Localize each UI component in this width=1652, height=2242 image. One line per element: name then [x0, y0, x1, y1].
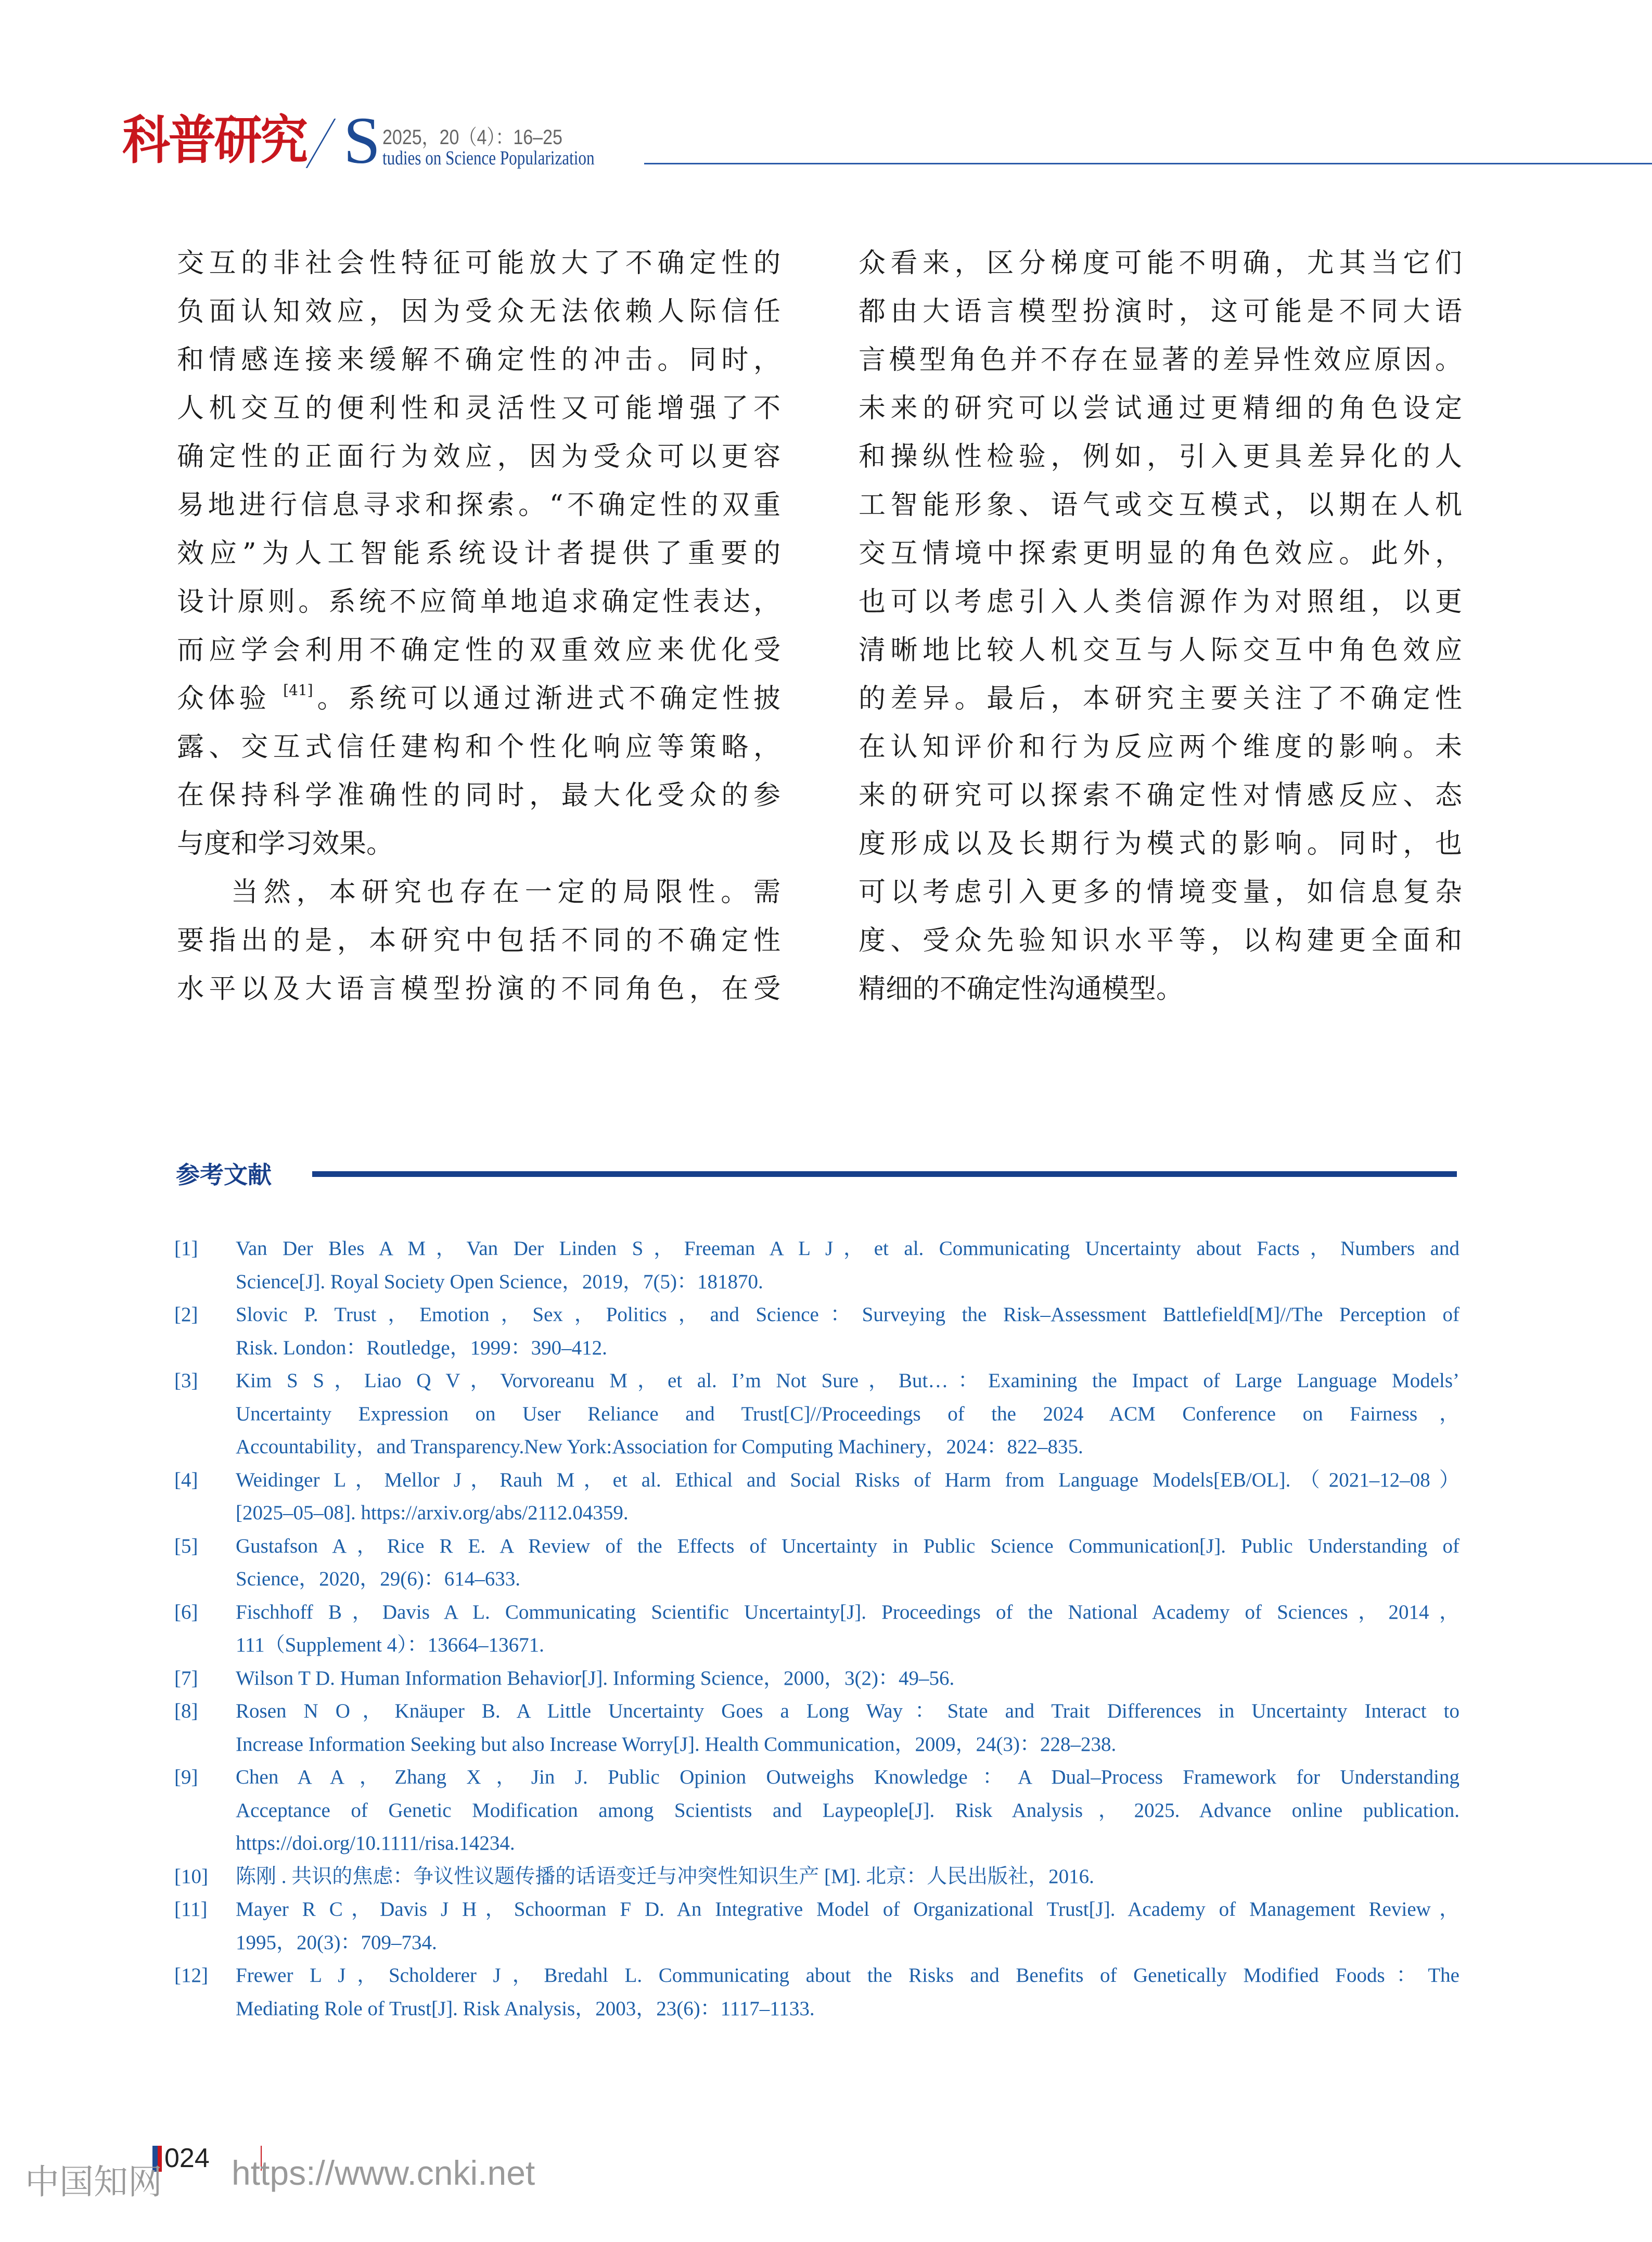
watermark-cnki-url[interactable]: https://www.cnki.net [232, 2154, 535, 2192]
body-line: 精细的不确定性沟通模型。 [859, 973, 1184, 1005]
reference-item [174, 1893, 1459, 1959]
reference-number: [3] [174, 1369, 198, 1392]
header-rule [644, 163, 1652, 164]
body-line: 都由大语言模型扮演时，这可能是不同大语 [859, 296, 1462, 327]
reference-line: Slovic P. Trust，Emotion，Sex，Politics，and Science：Surveying the Risk–Assessment Battlefield[M]//The Perception of [236, 1303, 1459, 1326]
reference-line: Rosen N O，Knäuper B. A Little Uncertainty Goes a Long Way：State and Trait Differences in Uncertainty Interact to [236, 1700, 1459, 1722]
reference-item [174, 1530, 1459, 1596]
body-line: 工智能形象、语气或交互模式，以期在人机 [859, 490, 1462, 521]
references-heading: 参考文献 [176, 1161, 272, 1189]
body-line: 交互的非社会性特征可能放大了不确定性的 [177, 248, 780, 279]
logo-slash-divider [306, 119, 336, 168]
reference-number: [8] [174, 1700, 198, 1722]
reference-text [236, 1761, 1459, 1860]
body-column-left [177, 239, 780, 1014]
reference-number: [10] [174, 1865, 208, 1888]
reference-line: Wilson T D. Human Information Behavior[J]. Informing Science，2000，3(2)：49–56. [236, 1667, 955, 1689]
reference-line: 陈刚 . 共识的焦虑：争议性议题传播的话语变迁与冲突性知识生产 [M]. 北京：人民出版社，2016. [236, 1865, 1094, 1888]
text: 。系统可以通过渐进式不确定性披 [313, 683, 780, 714]
reference-text [236, 1893, 1459, 1959]
reference-line: Uncertainty Expression on User Reliance and Trust[C]//Proceedings of the 2024 ACM Conference on Fairness， [236, 1402, 1459, 1425]
reference-line: [2025–05–08]. https://arxiv.org/abs/2112.04359. [236, 1502, 629, 1524]
reference-line: Gustafson A，Rice R E. A Review of the Effects of Uncertainty in Public Science Communication[J]. Public Understanding of [236, 1534, 1459, 1557]
reference-line: Science[J]. Royal Society Open Science，2019，7(5)：181870. [236, 1270, 763, 1293]
reference-item [174, 1232, 1459, 1298]
body-line: 设计原则。系统不应简单地追求确定性表达， [177, 586, 780, 618]
body-line: 露、交互式信任建构和个性化响应等策略， [177, 732, 780, 763]
body-column-right [859, 239, 1462, 1014]
body-line: 的差异。最后，本研究主要关注了不确定性 [859, 683, 1462, 714]
reference-line: 1995，20(3)：709–734. [236, 1931, 437, 1954]
journal-title-en: tudies on Science Popularization [382, 147, 595, 169]
reference-text [236, 1530, 1459, 1596]
body-line: 负面认知效应，因为受众无法依赖人际信任 [177, 296, 780, 327]
body-line: 众看来，区分梯度可能不明确，尤其当它们 [859, 248, 1462, 279]
reference-line: Science，2020，29(6)：614–633. [236, 1568, 520, 1590]
body-line: 效应”为人工智能系统设计者提供了重要的 [177, 538, 780, 569]
reference-number: [9] [174, 1766, 198, 1788]
reference-text [236, 1298, 1459, 1364]
reference-item [174, 1761, 1459, 1860]
citation-link[interactable]: [41] [283, 682, 313, 699]
reference-text [236, 1959, 1459, 2025]
body-line: 在认知评价和行为反应两个维度的影响。未 [859, 732, 1462, 763]
reference-item [174, 1596, 1459, 1662]
body-line: 易地进行信息寻求和探索。“不确定性的双重 [177, 490, 780, 521]
reference-text [236, 1232, 1459, 1298]
body-line: 确定性的正面行为效应，因为受众可以更容 [177, 441, 780, 472]
body-line: 未来的研究可以尝试通过更精细的角色设定 [859, 393, 1462, 424]
reference-number: [12] [174, 1964, 208, 1987]
issue-info: 2025，20（4）：16–25 [382, 126, 562, 149]
reference-line: Chen A A，Zhang X，Jin J. Public Opinion Outweighs Knowledge：A Dual–Process Framework for Understanding [236, 1766, 1459, 1788]
references-rule [312, 1171, 1457, 1177]
journal-logo-cn: 科普研究 [122, 110, 306, 171]
reference-line: Acceptance of Genetic Modification among Scientists and Laypeople[J]. Risk Analysis，2025. Advance online publication. [236, 1799, 1459, 1822]
reference-line: Increase Information Seeking but also Increase Worry[J]. Health Communication，2009，24(3)：228–238. [236, 1733, 1117, 1756]
page-number: 024 [164, 2143, 210, 2173]
reference-line: Mayer R C，Davis J H，Schoorman F D. An Integrative Model of Organizational Trust[J]. Academy of Management Review， [236, 1898, 1459, 1920]
body-line: 和情感连接来缓解不确定性的冲击。同时， [177, 344, 780, 376]
reference-line: Fischhoff B，Davis A L. Communicating Scientific Uncertainty[J]. Proceedings of the National Academy of Sciences，2014， [236, 1600, 1459, 1623]
body-line: 清晰地比较人机交互与人际交互中角色效应 [859, 635, 1462, 666]
body-line: 度、受众先验知识水平等，以构建更全面和 [859, 925, 1462, 956]
reference-number: [2] [174, 1303, 198, 1326]
reference-text [236, 1695, 1459, 1761]
reference-line: https://doi.org/10.1111/risa.14234. [236, 1832, 515, 1854]
body-line: 也可以考虑引入人类信源作为对照组，以更 [859, 586, 1462, 618]
watermark-cnki-cn: 中国知网 [25, 2162, 162, 2202]
body-line: 与度和学习效果。 [177, 828, 394, 860]
reference-text [236, 1364, 1459, 1464]
reference-text [236, 1464, 1459, 1530]
body-line: 水平以及大语言模型扮演的不同角色，在受 [177, 973, 780, 1005]
reference-item [174, 1464, 1459, 1530]
reference-item [174, 1860, 1459, 1893]
reference-line: Weidinger L，Mellor J，Rauh M，et al. Ethical and Social Risks of Harm from Language Models[EB/OL].（2021–12–08） [236, 1468, 1459, 1491]
reference-number: [1] [174, 1237, 198, 1260]
body-line: 人机交互的便利性和灵活性又可能增强了不 [177, 393, 780, 424]
reference-item [174, 1959, 1459, 2025]
text: 众体验 [177, 683, 271, 714]
body-line: 度形成以及长期行为模式的影响。同时，也 [859, 828, 1462, 860]
reference-line: Kim S S，Liao Q V，Vorvoreanu M，et al. I’m Not Sure，But…：Examining the Impact of Large Language Models’ [236, 1369, 1459, 1392]
reference-number: [6] [174, 1600, 198, 1623]
body-line: 在保持科学准确性的同时，最大化受众的参 [177, 780, 780, 811]
reference-line: Accountability，and Transparency.New York:Association for Computing Machinery，2024：822–835. [236, 1436, 1083, 1458]
body-line: 和操纵性检验，例如，引入更具差异化的人 [859, 441, 1462, 472]
reference-number: [5] [174, 1534, 198, 1557]
reference-item [174, 1298, 1459, 1364]
reference-text [236, 1596, 1459, 1662]
reference-line: Risk. London：Routledge，1999：390–412. [236, 1336, 607, 1359]
reference-line: Frewer L J，Scholderer J，Bredahl L. Communicating about the Risks and Benefits of Genetically Modified Foods：The [236, 1964, 1459, 1987]
reference-text [236, 1662, 1459, 1695]
body-line: 交互情境中探索更明显的角色效应。此外， [859, 538, 1462, 569]
reference-text [236, 1860, 1459, 1893]
reference-number: [7] [174, 1667, 198, 1689]
reference-line: Mediating Role of Trust[J]. Risk Analysis，2003，23(6)：1117–1133. [236, 1997, 815, 2020]
reference-item [174, 1695, 1459, 1761]
reference-line: 111（Supplement 4）：13664–13671. [236, 1634, 544, 1656]
body-line: 要指出的是，本研究中包括不同的不确定性 [177, 925, 780, 956]
journal-logo-initial: S [343, 104, 381, 177]
body-line-with-citation [177, 675, 780, 723]
reference-item [174, 1364, 1459, 1464]
body-line: 当然，本研究也存在一定的局限性。需 [231, 877, 780, 908]
body-line: 而应学会利用不确定性的双重效应来优化受 [177, 635, 780, 666]
reference-number: [11] [174, 1898, 208, 1920]
reference-item [174, 1662, 1459, 1695]
reference-number: [4] [174, 1468, 198, 1491]
body-line: 可以考虑引入更多的情境变量，如信息复杂 [859, 877, 1462, 908]
reference-line: Van Der Bles A M，Van Der Linden S，Freeman A L J，et al. Communicating Uncertainty about Facts，Numbers and [236, 1237, 1459, 1260]
body-line: 来的研究可以探索不确定性对情感反应、态 [859, 780, 1462, 811]
reference-list [174, 1232, 1459, 2025]
body-line: 言模型角色并不存在显著的差异性效应原因。 [859, 344, 1462, 376]
